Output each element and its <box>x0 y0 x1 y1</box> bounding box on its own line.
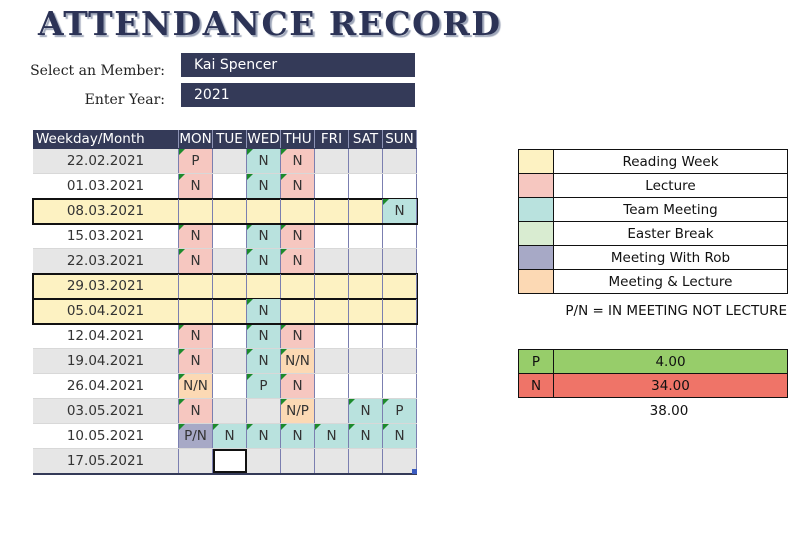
attendance-cell[interactable]: N <box>247 224 281 248</box>
attendance-cell[interactable] <box>179 199 213 223</box>
attendance-cell[interactable] <box>247 199 281 223</box>
attendance-cell[interactable] <box>281 299 315 323</box>
grid-body <box>33 149 417 474</box>
attendance-cell[interactable] <box>349 449 383 473</box>
attendance-cell[interactable] <box>383 374 417 398</box>
attendance-cell[interactable]: N <box>281 249 315 273</box>
attendance-grid <box>33 130 417 474</box>
legend-item <box>519 246 788 270</box>
attendance-cell[interactable]: N/N <box>281 349 315 373</box>
row-date[interactable]: 29.03.2021 <box>33 274 179 298</box>
table-row <box>33 274 417 299</box>
attendance-cell[interactable]: N <box>281 374 315 398</box>
legend-item <box>519 198 788 222</box>
attendance-cell[interactable]: N/P <box>281 399 315 423</box>
attendance-cell[interactable]: N <box>247 174 281 198</box>
attendance-cell[interactable] <box>349 249 383 273</box>
attendance-cell[interactable] <box>213 174 247 198</box>
attendance-cell[interactable] <box>315 174 349 198</box>
table-row <box>33 224 417 249</box>
attendance-cell[interactable] <box>315 274 349 298</box>
totals-key: P <box>519 350 554 374</box>
attendance-cell[interactable] <box>383 174 417 198</box>
row-date[interactable]: 01.03.2021 <box>33 174 179 198</box>
totals-key: N <box>519 374 554 398</box>
attendance-cell[interactable] <box>281 199 315 223</box>
member-select[interactable]: Kai Spencer <box>181 53 415 77</box>
attendance-cell[interactable] <box>281 274 315 298</box>
attendance-cell[interactable] <box>315 299 349 323</box>
attendance-cell[interactable] <box>383 224 417 248</box>
attendance-cell[interactable] <box>383 299 417 323</box>
header-sun: SUN <box>383 130 417 148</box>
attendance-cell[interactable]: N <box>247 249 281 273</box>
legend-label: Easter Break <box>554 222 788 246</box>
attendance-cell[interactable] <box>383 249 417 273</box>
table-row <box>33 174 417 199</box>
legend-note: P/N = IN MEETING NOT LECTURE <box>565 303 787 319</box>
attendance-cell[interactable]: N <box>281 149 315 173</box>
attendance-cell[interactable] <box>213 299 247 323</box>
legend-label: Meeting With Rob <box>554 246 788 270</box>
attendance-cell[interactable] <box>179 449 213 473</box>
attendance-cell[interactable]: P/N <box>179 424 213 448</box>
attendance-cell[interactable] <box>383 149 417 173</box>
header-sat: SAT <box>349 130 383 148</box>
attendance-cell[interactable] <box>213 374 247 398</box>
attendance-cell[interactable] <box>247 449 281 473</box>
attendance-cell[interactable] <box>213 224 247 248</box>
attendance-cell[interactable] <box>349 199 383 223</box>
attendance-cell[interactable] <box>315 324 349 348</box>
attendance-cell[interactable] <box>349 324 383 348</box>
attendance-cell[interactable]: N <box>281 174 315 198</box>
grid-header-row <box>33 130 417 149</box>
legend-item <box>519 174 788 198</box>
attendance-cell[interactable]: N <box>213 424 247 448</box>
attendance-cell[interactable]: N <box>281 224 315 248</box>
totals-table <box>518 349 788 398</box>
attendance-cell[interactable] <box>315 149 349 173</box>
table-row <box>33 249 417 274</box>
row-date[interactable]: 17.05.2021 <box>33 449 179 473</box>
attendance-cell[interactable] <box>213 274 247 298</box>
attendance-cell[interactable] <box>213 249 247 273</box>
attendance-cell[interactable] <box>349 299 383 323</box>
header-mon: MON <box>179 131 212 147</box>
attendance-cell[interactable]: N <box>281 324 315 348</box>
attendance-cell[interactable] <box>315 449 349 473</box>
table-row <box>33 349 417 374</box>
table-row <box>33 399 417 424</box>
attendance-cell[interactable]: N <box>247 299 281 323</box>
attendance-cell[interactable] <box>281 449 315 473</box>
attendance-cell[interactable]: P <box>383 399 417 423</box>
attendance-cell[interactable]: N <box>247 324 281 348</box>
table-row <box>33 149 417 174</box>
fill-handle[interactable] <box>412 469 417 474</box>
attendance-cell[interactable] <box>247 399 281 423</box>
totals-row <box>519 350 788 374</box>
row-date[interactable]: 26.04.2021 <box>33 374 179 398</box>
row-date[interactable]: 10.05.2021 <box>33 424 179 448</box>
legend-label: Meeting & Lecture <box>554 270 788 294</box>
attendance-cell[interactable] <box>213 149 247 173</box>
attendance-cell[interactable] <box>315 374 349 398</box>
attendance-cell[interactable] <box>213 349 247 373</box>
attendance-cell[interactable]: N <box>247 349 281 373</box>
table-row <box>33 324 417 349</box>
attendance-cell[interactable] <box>315 224 349 248</box>
totals-value: 34.00 <box>554 374 788 398</box>
attendance-cell[interactable]: N <box>179 399 213 423</box>
attendance-cell[interactable]: N/N <box>179 374 213 398</box>
attendance-cell[interactable]: N <box>179 324 213 348</box>
attendance-cell[interactable] <box>349 224 383 248</box>
totals-sum: 38.00 <box>649 403 689 419</box>
totals-value: 4.00 <box>554 350 788 374</box>
attendance-cell[interactable]: N <box>179 249 213 273</box>
attendance-cell[interactable] <box>179 274 213 298</box>
attendance-cell[interactable]: N <box>281 424 315 448</box>
attendance-cell[interactable] <box>383 324 417 348</box>
attendance-cell[interactable] <box>383 349 417 373</box>
attendance-cell[interactable] <box>315 249 349 273</box>
attendance-cell[interactable] <box>383 274 417 298</box>
year-label: Enter Year: <box>84 92 165 108</box>
attendance-cell[interactable]: N <box>179 174 213 198</box>
attendance-cell[interactable] <box>315 399 349 423</box>
header-tue: TUE <box>213 130 247 148</box>
row-date[interactable]: 22.02.2021 <box>33 149 179 173</box>
attendance-cell[interactable]: N <box>315 424 349 448</box>
legend-swatch <box>519 270 554 294</box>
attendance-cell[interactable] <box>213 324 247 348</box>
attendance-cell[interactable] <box>349 349 383 373</box>
attendance-cell[interactable]: N <box>247 424 281 448</box>
legend-table <box>518 149 788 294</box>
attendance-cell[interactable] <box>213 199 247 223</box>
table-row <box>33 424 417 449</box>
row-date[interactable]: 08.03.2021 <box>33 199 179 223</box>
attendance-cell[interactable] <box>349 174 383 198</box>
legend-swatch <box>519 198 554 222</box>
attendance-cell[interactable] <box>213 449 247 473</box>
legend-item <box>519 270 788 294</box>
attendance-cell[interactable] <box>349 149 383 173</box>
attendance-cell[interactable] <box>349 374 383 398</box>
table-row <box>33 374 417 399</box>
header-thu: THU <box>281 130 315 148</box>
year-input[interactable]: 2021 <box>181 83 415 107</box>
legend-item <box>519 150 788 174</box>
legend-label: Team Meeting <box>554 198 788 222</box>
attendance-cell[interactable]: N <box>349 399 383 423</box>
attendance-cell[interactable] <box>315 349 349 373</box>
attendance-cell[interactable] <box>315 199 349 223</box>
header-weekday-month: Weekday/Month <box>33 130 179 148</box>
attendance-cell[interactable] <box>349 274 383 298</box>
table-row <box>33 299 417 324</box>
legend-swatch <box>519 150 554 174</box>
table-row <box>33 199 417 224</box>
attendance-cell[interactable]: P <box>179 149 213 173</box>
legend-item <box>519 222 788 246</box>
header-fri: FRI <box>315 130 349 148</box>
grid-bottom-border <box>33 473 417 475</box>
legend-swatch <box>519 174 554 198</box>
legend-label: Reading Week <box>554 150 788 174</box>
header-wed: WED <box>247 131 280 147</box>
attendance-cell[interactable]: P <box>247 374 281 398</box>
row-date[interactable]: 03.05.2021 <box>33 399 179 423</box>
attendance-cell[interactable] <box>247 274 281 298</box>
attendance-cell[interactable]: N <box>383 424 417 448</box>
page-title: ATTENDANCE RECORD <box>38 4 502 43</box>
row-date[interactable]: 12.04.2021 <box>33 324 179 348</box>
totals-row <box>519 374 788 398</box>
row-date[interactable]: 19.04.2021 <box>33 349 179 373</box>
attendance-cell[interactable]: N <box>247 149 281 173</box>
legend-swatch <box>519 246 554 270</box>
table-row <box>33 449 417 474</box>
legend-swatch <box>519 222 554 246</box>
attendance-cell[interactable] <box>179 299 213 323</box>
attendance-cell[interactable]: N <box>179 224 213 248</box>
row-date[interactable]: 05.04.2021 <box>33 299 179 323</box>
attendance-cell[interactable]: N <box>383 199 417 223</box>
member-label: Select an Member: <box>30 63 165 79</box>
attendance-cell[interactable]: N <box>179 349 213 373</box>
row-date[interactable]: 15.03.2021 <box>33 224 179 248</box>
row-date[interactable]: 22.03.2021 <box>33 249 179 273</box>
legend-label: Lecture <box>554 174 788 198</box>
attendance-cell[interactable] <box>213 399 247 423</box>
attendance-cell[interactable]: N <box>349 424 383 448</box>
